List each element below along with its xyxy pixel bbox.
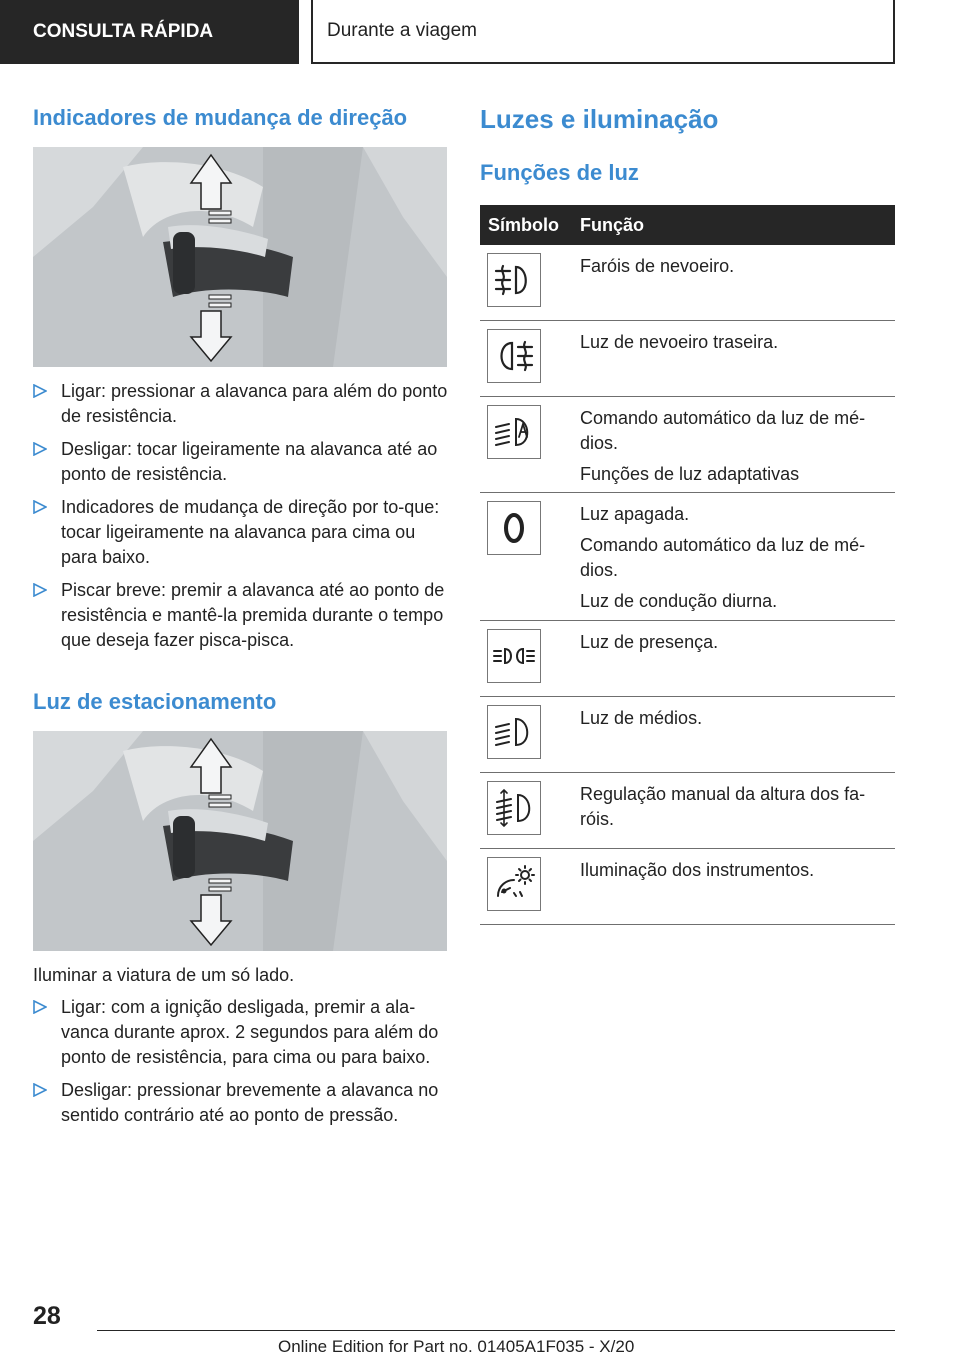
parking-light-intro: Iluminar a viatura de um só lado. <box>33 965 295 985</box>
table-row <box>480 321 895 397</box>
automatic-low-beam-icon <box>487 405 541 459</box>
section-tab <box>0 0 299 64</box>
list-item: Piscar breve: premir a alavanca até ao ponto de resistência e mantê-la premida durante o tempo que deseja fazer pisca-pisca. <box>33 578 451 653</box>
list-item: Indicadores de mudança de direção por to-que: tocar ligeiramente na alavanca para cima ou para baixo. <box>33 495 451 570</box>
light-functions-table <box>480 205 895 925</box>
function-text: Luz de presença. <box>580 632 719 652</box>
chapter-label: Durante a viagem <box>327 20 477 41</box>
footer-divider <box>97 1330 895 1331</box>
table-row <box>480 493 895 621</box>
front-fog-light-icon <box>487 253 541 307</box>
section-label: CONSULTA RÁPIDA <box>33 21 214 42</box>
triangle-bullet-icon <box>33 583 47 597</box>
turn-signal-instructions <box>33 379 451 661</box>
column-header-symbol: Símbolo <box>488 214 559 235</box>
chapter-tab <box>311 0 895 64</box>
function-text: Faróis de nevoeiro. <box>580 256 735 276</box>
list-item: Ligar: com a ignição desligada, premir a ala-vanca durante aprox. 2 segundos para além do ponto de resistência, para cima ou para baixo. <box>33 995 451 1070</box>
parking-light-instructions <box>33 995 451 1136</box>
function-text: Luz de nevoeiro traseira. <box>580 332 779 352</box>
table-header <box>480 205 895 245</box>
function-text: Comando automático da luz de mé-dios. <box>580 535 866 580</box>
headlight-range-icon <box>487 781 541 835</box>
triangle-bullet-icon <box>33 1083 47 1097</box>
table-row <box>480 397 895 493</box>
function-text: Regulação manual da altura dos fa-róis. <box>580 784 866 829</box>
list-item: Ligar: pressionar a alavanca para além do ponto de resistência. <box>33 379 451 429</box>
table-row <box>480 245 895 321</box>
lights-heading: Luzes e iluminação <box>480 104 719 134</box>
triangle-bullet-icon <box>33 442 47 456</box>
list-item: Desligar: tocar ligeiramente na alavanca até ao ponto de resistência. <box>33 437 451 487</box>
triangle-bullet-icon <box>33 1000 47 1014</box>
function-text: Funções de luz adaptativas <box>580 464 800 484</box>
list-item: Desligar: pressionar brevemente a alavanca no sentido contrário até ao ponto de pressão. <box>33 1078 451 1128</box>
parking-light-heading: Luz de estacionamento <box>33 689 277 714</box>
table-row <box>480 697 895 773</box>
function-text: Luz de médios. <box>580 708 703 728</box>
edition-info: Online Edition for Part no. 01405A1F035 - X/20 <box>278 1337 635 1356</box>
turn-signals-heading: Indicadores de mudança de direção <box>33 105 408 130</box>
parking-lights-icon <box>487 629 541 683</box>
function-text: Luz de condução diurna. <box>580 591 778 611</box>
function-text: Iluminação dos instrumentos. <box>580 860 815 880</box>
page-number: 28 <box>33 1302 61 1330</box>
column-header-function: Função <box>580 214 645 235</box>
triangle-bullet-icon <box>33 384 47 398</box>
low-beam-icon <box>487 705 541 759</box>
turn-signal-lever-illustration <box>33 147 447 367</box>
table-row <box>480 849 895 925</box>
function-text: Comando automático da luz de mé-dios. <box>580 408 866 453</box>
rear-fog-light-icon <box>487 329 541 383</box>
parking-light-lever-illustration <box>33 731 447 951</box>
table-row <box>480 773 895 849</box>
triangle-bullet-icon <box>33 500 47 514</box>
lights-off-icon <box>487 501 541 555</box>
table-row <box>480 621 895 697</box>
instrument-lighting-icon <box>487 857 541 911</box>
function-text: Luz apagada. <box>580 504 690 524</box>
light-functions-subheading: Funções de luz <box>480 160 639 185</box>
